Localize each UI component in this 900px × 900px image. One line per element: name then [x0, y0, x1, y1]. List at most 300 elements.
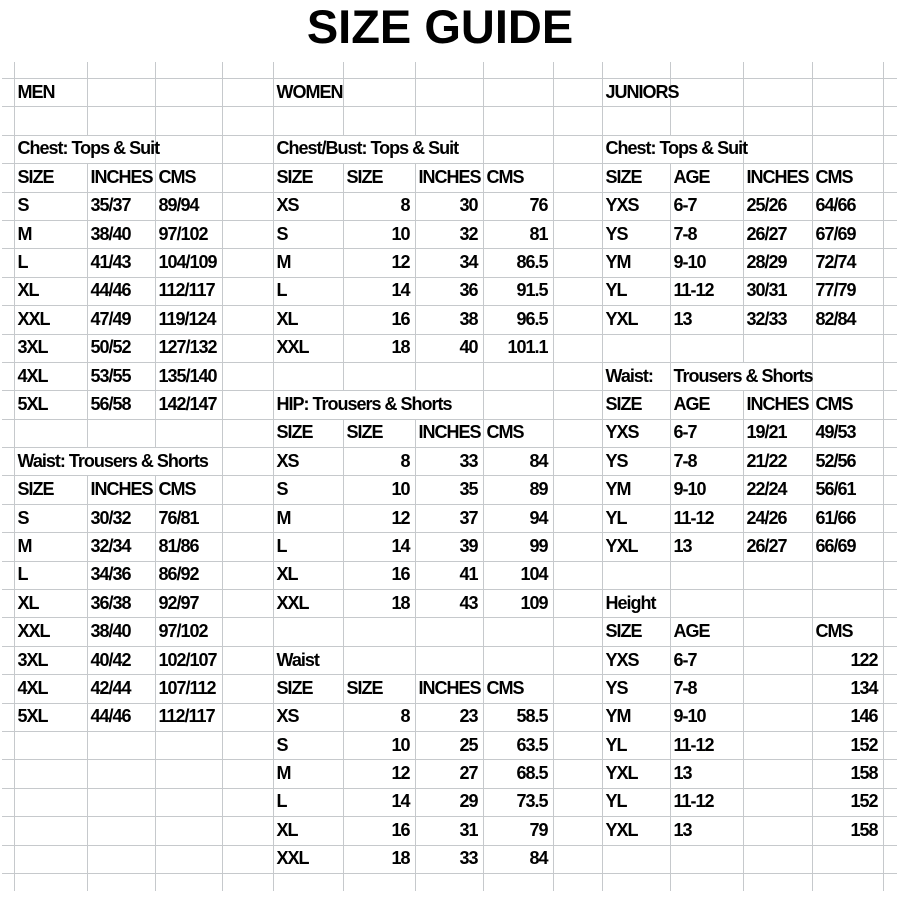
empty-cell	[743, 107, 812, 135]
size-cell: S	[273, 731, 343, 759]
inches-cell: 37	[415, 504, 483, 532]
empty-cell	[155, 845, 222, 873]
empty-cell	[483, 135, 553, 163]
empty-cell	[14, 107, 87, 135]
empty-cell	[155, 419, 222, 447]
inches-cell: 34/36	[87, 561, 155, 589]
dress-size-cell: 18	[343, 334, 415, 362]
empty-cell	[812, 334, 883, 362]
section-header-men-waist: Waist: Trousers & Shorts	[14, 448, 222, 476]
size-cell: L	[273, 788, 343, 816]
empty-cell	[553, 675, 602, 703]
age-cell: 7-8	[670, 448, 743, 476]
empty-cell	[883, 646, 897, 674]
empty-cell	[883, 618, 897, 646]
empty-cell	[883, 533, 897, 561]
inches-cell: 47/49	[87, 306, 155, 334]
cms-cell: 89/94	[155, 192, 222, 220]
column-header: CMS	[812, 391, 883, 419]
size-cell: YL	[602, 504, 670, 532]
table-row	[2, 561, 897, 589]
inches-cell: 34	[415, 249, 483, 277]
empty-cell	[222, 249, 273, 277]
dress-size-cell: 16	[343, 817, 415, 845]
empty-cell	[743, 62, 812, 79]
cms-cell: 104/109	[155, 249, 222, 277]
empty-cell	[14, 873, 87, 891]
empty-cell	[222, 476, 273, 504]
empty-cell	[553, 391, 602, 419]
cms-cell: 91.5	[483, 277, 553, 305]
column-header: CMS	[812, 164, 883, 192]
empty-cell	[553, 590, 602, 618]
empty-cell	[743, 845, 812, 873]
size-cell: XS	[273, 703, 343, 731]
table-row	[2, 220, 897, 248]
empty-cell	[553, 703, 602, 731]
empty-cell	[14, 760, 87, 788]
cms-cell: 142/147	[155, 391, 222, 419]
cms-cell: 94	[483, 504, 553, 532]
empty-cell	[2, 476, 14, 504]
age-cell: 6-7	[670, 419, 743, 447]
size-cell: YXS	[602, 646, 670, 674]
empty-cell	[743, 675, 812, 703]
table-row	[2, 192, 897, 220]
empty-cell	[415, 873, 483, 891]
empty-cell	[343, 362, 415, 390]
empty-cell	[222, 845, 273, 873]
empty-cell	[602, 873, 670, 891]
cms-cell: 63.5	[483, 731, 553, 759]
column-header: CMS	[483, 164, 553, 192]
table-row	[2, 703, 897, 731]
empty-cell	[2, 561, 14, 589]
column-header: INCHES	[415, 419, 483, 447]
empty-cell	[883, 845, 897, 873]
empty-cell	[155, 873, 222, 891]
empty-cell	[415, 79, 483, 107]
column-header: SIZE	[273, 419, 343, 447]
empty-cell	[743, 703, 812, 731]
empty-cell	[343, 107, 415, 135]
age-cell: 7-8	[670, 220, 743, 248]
empty-cell	[14, 845, 87, 873]
section-header-women-waist: Waist	[273, 646, 343, 674]
empty-cell	[222, 561, 273, 589]
empty-cell	[670, 334, 743, 362]
cms-cell: 158	[812, 760, 883, 788]
empty-cell	[222, 618, 273, 646]
cms-cell: 135/140	[155, 362, 222, 390]
empty-cell	[2, 277, 14, 305]
empty-cell	[812, 590, 883, 618]
age-cell: 11-12	[670, 788, 743, 816]
empty-cell	[222, 533, 273, 561]
table-row	[2, 391, 897, 419]
empty-cell	[553, 504, 602, 532]
dress-size-cell: 12	[343, 760, 415, 788]
empty-cell	[273, 362, 343, 390]
age-cell: 9-10	[670, 476, 743, 504]
empty-cell	[483, 79, 553, 107]
empty-cell	[553, 646, 602, 674]
cms-cell: 107/112	[155, 675, 222, 703]
empty-cell	[883, 703, 897, 731]
empty-cell	[2, 62, 14, 79]
empty-cell	[2, 135, 14, 163]
cms-cell: 86/92	[155, 561, 222, 589]
inches-cell: 21/22	[743, 448, 812, 476]
cms-cell: 158	[812, 817, 883, 845]
size-cell: S	[14, 192, 87, 220]
empty-cell	[87, 419, 155, 447]
age-cell: 9-10	[670, 703, 743, 731]
inches-cell: 22/24	[743, 476, 812, 504]
column-header: CMS	[155, 164, 222, 192]
size-cell: YXL	[602, 817, 670, 845]
empty-cell	[883, 391, 897, 419]
empty-cell	[87, 79, 155, 107]
size-cell: 5XL	[14, 703, 87, 731]
size-cell: YM	[602, 476, 670, 504]
section-header-juniors-waist-category: Trousers & Shorts	[670, 362, 812, 390]
dress-size-cell: 10	[343, 220, 415, 248]
empty-cell	[2, 703, 14, 731]
empty-cell	[14, 62, 87, 79]
dress-size-cell: 10	[343, 731, 415, 759]
dress-size-cell: 8	[343, 448, 415, 476]
table-row	[2, 873, 897, 891]
dress-size-cell: 14	[343, 533, 415, 561]
empty-cell	[222, 760, 273, 788]
size-cell: M	[14, 533, 87, 561]
column-header: SIZE	[343, 675, 415, 703]
empty-cell	[883, 334, 897, 362]
column-header: INCHES	[743, 391, 812, 419]
inches-cell: 35/37	[87, 192, 155, 220]
empty-cell	[2, 391, 14, 419]
table-row	[2, 164, 897, 192]
inches-cell: 43	[415, 590, 483, 618]
empty-cell	[553, 79, 602, 107]
empty-cell	[155, 817, 222, 845]
empty-cell	[553, 192, 602, 220]
column-header: SIZE	[343, 164, 415, 192]
inches-cell: 44/46	[87, 277, 155, 305]
cms-cell: 49/53	[812, 419, 883, 447]
size-cell: M	[273, 760, 343, 788]
empty-cell	[222, 731, 273, 759]
empty-cell	[883, 561, 897, 589]
empty-cell	[743, 135, 812, 163]
empty-cell	[883, 277, 897, 305]
inches-cell: 38/40	[87, 618, 155, 646]
empty-cell	[343, 79, 415, 107]
empty-cell	[602, 845, 670, 873]
empty-cell	[553, 760, 602, 788]
age-cell: 11-12	[670, 731, 743, 759]
empty-cell	[812, 873, 883, 891]
empty-cell	[812, 561, 883, 589]
empty-cell	[743, 334, 812, 362]
inches-cell: 38	[415, 306, 483, 334]
empty-cell	[415, 62, 483, 79]
column-header: INCHES	[415, 675, 483, 703]
empty-cell	[87, 788, 155, 816]
empty-cell	[222, 419, 273, 447]
age-cell: 6-7	[670, 646, 743, 674]
empty-cell	[2, 192, 14, 220]
empty-cell	[415, 618, 483, 646]
empty-cell	[743, 873, 812, 891]
empty-cell	[883, 590, 897, 618]
empty-cell	[415, 362, 483, 390]
table-row	[2, 62, 897, 79]
size-cell: YL	[602, 788, 670, 816]
empty-cell	[743, 618, 812, 646]
size-cell: YM	[602, 249, 670, 277]
empty-cell	[343, 646, 415, 674]
empty-cell	[553, 249, 602, 277]
size-cell: L	[14, 561, 87, 589]
empty-cell	[2, 334, 14, 362]
empty-cell	[553, 817, 602, 845]
cms-cell: 76	[483, 192, 553, 220]
age-cell: 13	[670, 533, 743, 561]
age-cell: 13	[670, 760, 743, 788]
size-cell: 4XL	[14, 675, 87, 703]
table-row	[2, 618, 897, 646]
empty-cell	[2, 306, 14, 334]
section-label-juniors: JUNIORS	[602, 79, 670, 107]
empty-cell	[2, 249, 14, 277]
empty-cell	[553, 731, 602, 759]
empty-cell	[222, 362, 273, 390]
empty-cell	[2, 107, 14, 135]
size-cell: YS	[602, 675, 670, 703]
empty-cell	[670, 107, 743, 135]
table-row	[2, 731, 897, 759]
empty-cell	[483, 646, 553, 674]
column-header: SIZE	[273, 164, 343, 192]
cms-cell: 134	[812, 675, 883, 703]
cms-cell: 86.5	[483, 249, 553, 277]
empty-cell	[483, 391, 553, 419]
empty-cell	[883, 476, 897, 504]
column-header: SIZE	[602, 391, 670, 419]
section-header-juniors-waist-label: Waist:	[602, 362, 670, 390]
empty-cell	[222, 703, 273, 731]
empty-cell	[553, 788, 602, 816]
empty-cell	[883, 107, 897, 135]
table-row	[2, 249, 897, 277]
inches-cell: 56/58	[87, 391, 155, 419]
column-header: SIZE	[343, 419, 415, 447]
empty-cell	[273, 107, 343, 135]
cms-cell: 67/69	[812, 220, 883, 248]
cms-cell: 82/84	[812, 306, 883, 334]
empty-cell	[883, 79, 897, 107]
empty-cell	[87, 873, 155, 891]
empty-cell	[2, 362, 14, 390]
table-row	[2, 533, 897, 561]
column-header: SIZE	[14, 476, 87, 504]
inches-cell: 33	[415, 845, 483, 873]
section-label-men: MEN	[14, 79, 87, 107]
cms-cell: 122	[812, 646, 883, 674]
size-cell: 4XL	[14, 362, 87, 390]
age-cell: 11-12	[670, 277, 743, 305]
age-cell: 11-12	[670, 504, 743, 532]
empty-cell	[2, 448, 14, 476]
empty-cell	[87, 760, 155, 788]
cms-cell: 81	[483, 220, 553, 248]
empty-cell	[415, 646, 483, 674]
cms-cell: 81/86	[155, 533, 222, 561]
empty-cell	[87, 845, 155, 873]
empty-cell	[883, 817, 897, 845]
empty-cell	[222, 164, 273, 192]
empty-cell	[670, 62, 743, 79]
empty-cell	[883, 873, 897, 891]
size-cell: YS	[602, 220, 670, 248]
empty-cell	[14, 731, 87, 759]
inches-cell: 30/32	[87, 504, 155, 532]
empty-cell	[222, 62, 273, 79]
size-cell: L	[273, 533, 343, 561]
empty-cell	[553, 135, 602, 163]
empty-cell	[2, 873, 14, 891]
cms-cell: 72/74	[812, 249, 883, 277]
empty-cell	[155, 107, 222, 135]
column-header: SIZE	[14, 164, 87, 192]
empty-cell	[14, 788, 87, 816]
cms-cell: 92/97	[155, 590, 222, 618]
empty-cell	[222, 192, 273, 220]
empty-cell	[222, 220, 273, 248]
empty-cell	[883, 135, 897, 163]
table-row	[2, 476, 897, 504]
table-row	[2, 306, 897, 334]
column-header: CMS	[812, 618, 883, 646]
size-cell: S	[14, 504, 87, 532]
empty-cell	[743, 79, 812, 107]
cms-cell: 76/81	[155, 504, 222, 532]
dress-size-cell: 8	[343, 192, 415, 220]
empty-cell	[602, 62, 670, 79]
empty-cell	[883, 788, 897, 816]
empty-cell	[553, 618, 602, 646]
cms-cell: 58.5	[483, 703, 553, 731]
table-row	[2, 675, 897, 703]
empty-cell	[155, 760, 222, 788]
empty-cell	[273, 618, 343, 646]
cms-cell: 109	[483, 590, 553, 618]
column-header: AGE	[670, 391, 743, 419]
age-cell: 13	[670, 817, 743, 845]
empty-cell	[553, 62, 602, 79]
empty-cell	[553, 277, 602, 305]
empty-cell	[883, 448, 897, 476]
size-guide-table	[2, 62, 897, 891]
inches-cell: 31	[415, 817, 483, 845]
empty-cell	[883, 62, 897, 79]
empty-cell	[553, 448, 602, 476]
dress-size-cell: 8	[343, 703, 415, 731]
size-cell: M	[14, 220, 87, 248]
inches-cell: 38/40	[87, 220, 155, 248]
empty-cell	[670, 79, 743, 107]
dress-size-cell: 10	[343, 476, 415, 504]
empty-cell	[812, 362, 883, 390]
empty-cell	[2, 220, 14, 248]
empty-cell	[2, 533, 14, 561]
cms-cell: 127/132	[155, 334, 222, 362]
size-cell: XL	[14, 590, 87, 618]
size-cell: XS	[273, 192, 343, 220]
inches-cell: 23	[415, 703, 483, 731]
table-row	[2, 448, 897, 476]
column-header: SIZE	[602, 164, 670, 192]
column-header: CMS	[483, 419, 553, 447]
empty-cell	[155, 731, 222, 759]
empty-cell	[343, 62, 415, 79]
inches-cell: 26/27	[743, 533, 812, 561]
age-cell: 9-10	[670, 249, 743, 277]
size-cell: YL	[602, 731, 670, 759]
inches-cell: 40/42	[87, 646, 155, 674]
table-row	[2, 590, 897, 618]
empty-cell	[812, 845, 883, 873]
empty-cell	[222, 504, 273, 532]
size-cell: S	[273, 476, 343, 504]
empty-cell	[222, 391, 273, 419]
cms-cell: 96.5	[483, 306, 553, 334]
cms-cell: 152	[812, 731, 883, 759]
empty-cell	[2, 590, 14, 618]
column-header: SIZE	[273, 675, 343, 703]
empty-cell	[2, 164, 14, 192]
cms-cell: 77/79	[812, 277, 883, 305]
empty-cell	[14, 817, 87, 845]
dress-size-cell: 16	[343, 561, 415, 589]
table-row	[2, 845, 897, 873]
cms-cell: 97/102	[155, 618, 222, 646]
inches-cell: 19/21	[743, 419, 812, 447]
inches-cell: 24/26	[743, 504, 812, 532]
empty-cell	[2, 675, 14, 703]
cms-cell: 146	[812, 703, 883, 731]
empty-cell	[602, 561, 670, 589]
empty-cell	[553, 533, 602, 561]
empty-cell	[483, 873, 553, 891]
empty-cell	[155, 135, 222, 163]
empty-cell	[155, 788, 222, 816]
inches-cell: 36/38	[87, 590, 155, 618]
empty-cell	[553, 107, 602, 135]
age-cell: 6-7	[670, 192, 743, 220]
size-cell: S	[273, 220, 343, 248]
empty-cell	[343, 873, 415, 891]
empty-cell	[222, 334, 273, 362]
inches-cell: 44/46	[87, 703, 155, 731]
column-header: SIZE	[602, 618, 670, 646]
inches-cell: 25/26	[743, 192, 812, 220]
table-row	[2, 334, 897, 362]
empty-cell	[273, 873, 343, 891]
table-row	[2, 135, 897, 163]
